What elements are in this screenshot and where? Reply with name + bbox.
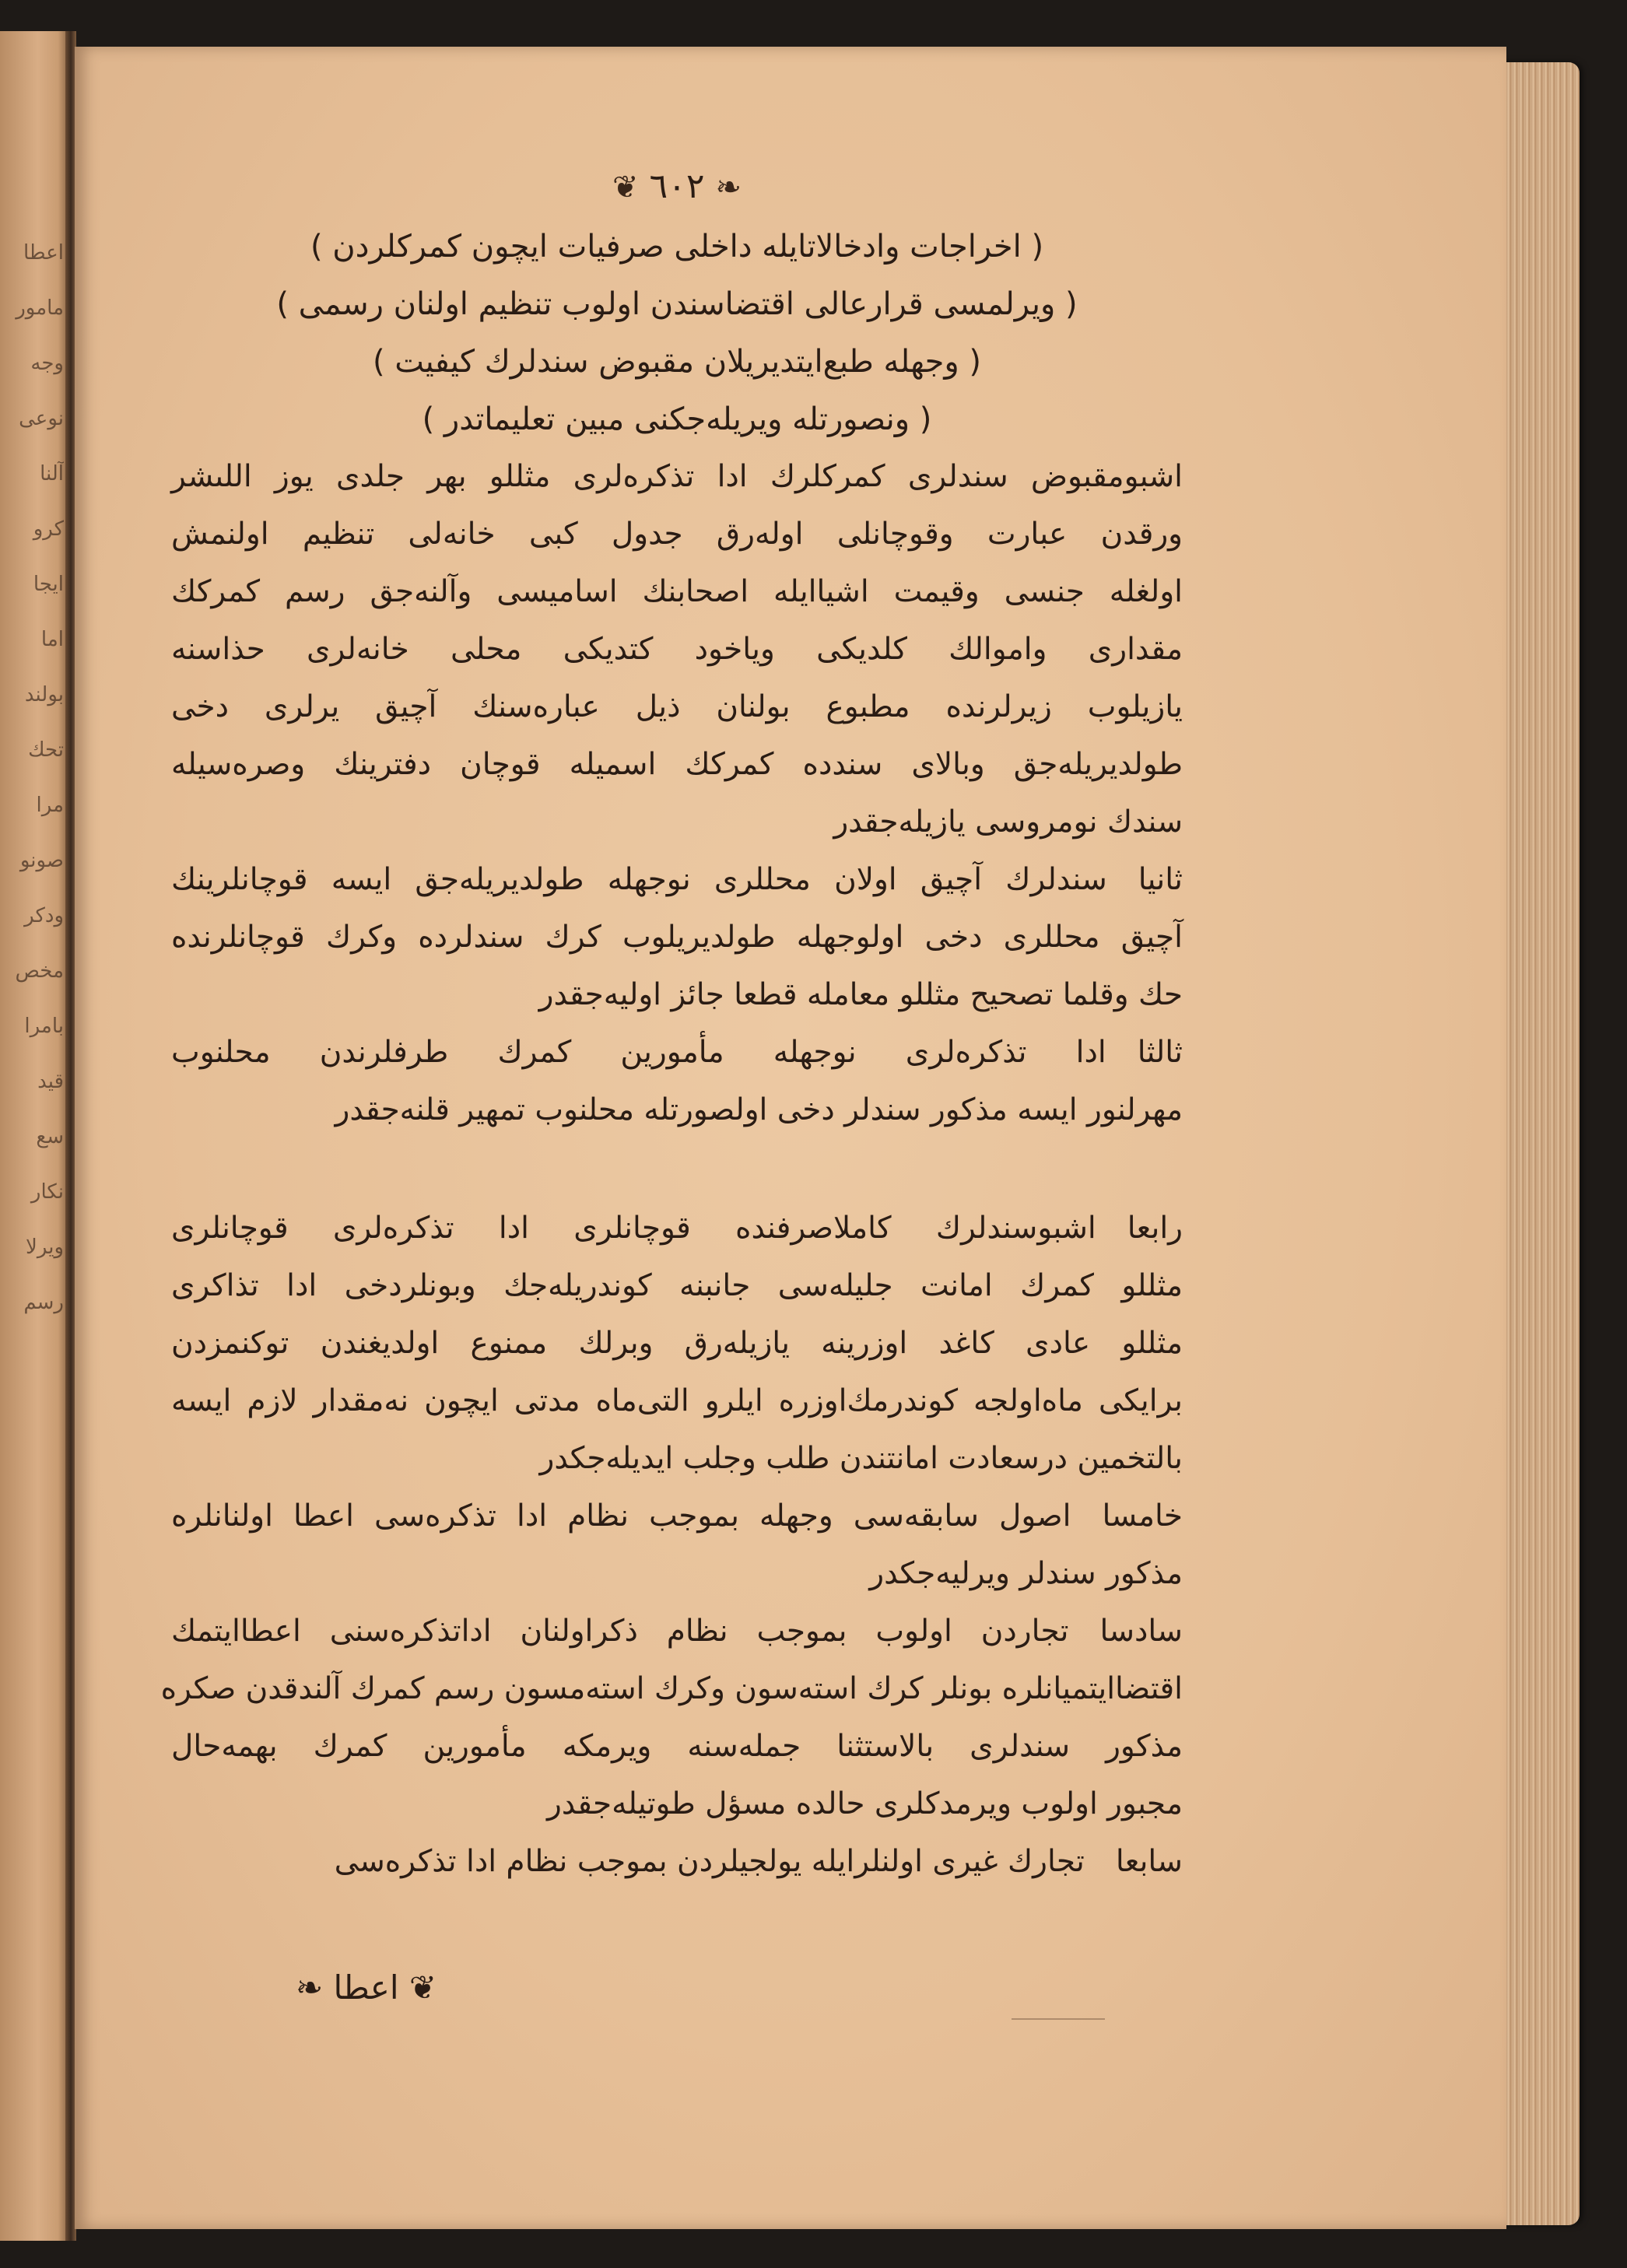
line-text: ادا تذكره‌لرى نوجهله مأمورين كمرك طرفلرندن محلنوب [171, 1035, 1106, 1070]
item-label: سابعا [1115, 1844, 1183, 1879]
line-text: مقدارى واموالك كلديكى وياخود كتديكى محلى خانه‌لرى حذاسنه [171, 632, 1183, 667]
paragraph [171, 1488, 1183, 1603]
page-number-ornament-left: ❦ [612, 170, 639, 205]
margin-word: نكار [30, 1180, 64, 1204]
line-text: مثللو كمرك امانت جليله‌سى جانبنه كوندريله‌جك وبونلردخى ادا تذاكرى [171, 1268, 1183, 1303]
text-line [171, 1372, 1183, 1430]
text-line [171, 448, 1183, 506]
paragraph [171, 1200, 1183, 1488]
catchword-ornament: ❧ [296, 1968, 334, 2007]
catchword [296, 1968, 437, 2007]
text-line [171, 678, 1183, 736]
heading-line: ( ويرلمسى قرارعالى اقتضاسندن اولوب تنظيم اولنان رسمى ) [276, 286, 1078, 322]
margin-word: اما [40, 628, 64, 651]
margin-word: رسم [23, 1291, 64, 1314]
line-text: برايكى ماه‌اولجه كوندرمك‌اوزره ايلرو التى‌ماه مدتى ايچون نه‌مقدار لازم ايسه [171, 1383, 1183, 1418]
paragraph-gap [171, 1139, 1183, 1200]
line-text: سندلرك آچيق اولان محللرى نوجهله طولديريله‌جق ايسه قوچانلرينك [171, 862, 1107, 897]
margin-word: بامرا [24, 1015, 64, 1038]
line-text: طولديريله‌جق وبالاى سندده كمركك اسميله قوچان دفترينك وصره‌سيله [171, 747, 1183, 782]
line-text: تجارك غيرى اولنلرايله يولجيلردن بموجب نظام ادا تذكره‌سى [334, 1844, 1085, 1879]
line-text: مذكور سندلر ويرليه‌جكدر [869, 1556, 1183, 1591]
text-line [171, 794, 1183, 851]
margin-word: صونو [19, 849, 64, 872]
page-number-value: ٦٠٢ [649, 167, 705, 206]
text-line [160, 1660, 1183, 1718]
text-line [171, 1775, 1183, 1833]
body-text [160, 448, 1183, 1891]
margin-word: بولند [24, 683, 64, 706]
catchword-text: اعطا [333, 1968, 399, 2007]
text-line [171, 966, 1183, 1024]
item-label: خامسا [1102, 1499, 1183, 1534]
text-line [171, 851, 1183, 909]
text-line [171, 506, 1183, 563]
line-text: اشبوسندلرك كاملاصرفنده قوچانلرى ادا تذكره‌لرى قوچانلرى [171, 1211, 1096, 1246]
text-line [171, 1488, 1183, 1545]
text-line [171, 1603, 1183, 1660]
line-text: يازيلوب زيرلرنده مطبوع بولنان ذيل عبارەسنك آچيق يرلرى دخى [171, 689, 1183, 724]
margin-word: سع [36, 1125, 64, 1148]
paragraph [160, 1603, 1183, 1833]
line-text: اولغله جنسى وقيمت اشياايله اصحابنك اساميسى وآلنه‌جق رسم كمركك [171, 574, 1183, 609]
left-page-margin-words [9, 226, 64, 1330]
line-text: اصول سابقه‌سى وجهله بموجب نظام ادا تذكره‌سى اعطا اولنانلره [171, 1499, 1071, 1534]
margin-word: نوعى [19, 407, 64, 430]
margin-word: ايجا [33, 573, 64, 596]
page-text [160, 156, 1183, 1891]
text-line [171, 736, 1183, 794]
margin-word: مرا [36, 794, 64, 817]
margin-word: تحك [28, 738, 64, 762]
margin-word: آلنا [40, 462, 64, 485]
margin-word: مامور [16, 296, 64, 320]
item-label: ثانيا [1138, 862, 1183, 897]
margin-word: قيد [37, 1070, 64, 1093]
text-line [171, 1718, 1183, 1775]
text-line [171, 1545, 1183, 1603]
item-label: سادسا [1099, 1614, 1183, 1649]
item-label: رابعا [1127, 1211, 1183, 1246]
line-text: مذكور سندلرى بالاستثنا جمله‌سنه ويرمكه مأمورين كمرك بهمه‌حال [171, 1729, 1183, 1764]
line-text: حك وقلما تصحيح مثللو معامله قطعا جائز اوليه‌جقدر [538, 977, 1183, 1012]
catchword-ornament: ❦ [398, 1968, 437, 2007]
margin-word: كرو [33, 517, 64, 541]
margin-word: ويرلا [26, 1236, 64, 1259]
text-line [171, 909, 1183, 966]
margin-word: ودكر [24, 904, 64, 927]
text-line [171, 1430, 1183, 1488]
text-line [171, 1024, 1183, 1081]
heading-line: ( ونصورتله ويريله‌جكنى مبين تعليماتدر ) [422, 401, 932, 437]
text-line [171, 621, 1183, 678]
line-text: مجبور اولوب ويرمدكلرى حالده مسؤل طوتيله‌جقدر [546, 1786, 1183, 1821]
line-text: اقتضاايتميانلره بونلر كرك استه‌سون وكرك استه‌مسون رسم كمرك آلندقدن صكره [160, 1671, 1183, 1706]
left-page-edge [0, 31, 68, 2241]
paragraph [171, 448, 1183, 851]
paragraph [171, 851, 1183, 1024]
footer-rule [1012, 2018, 1105, 2020]
text-line [171, 563, 1183, 621]
heading-line: ( اخراجات وادخالاتايله داخلى صرفيات ايچون كمركلردن ) [310, 229, 1044, 265]
text-line [171, 1315, 1183, 1372]
margin-word: اعطا [23, 241, 64, 265]
line-text: مهرلنور ايسه مذكور سندلر دخى اولصورتله محلنوب تمهير قلنه‌جقدر [335, 1092, 1183, 1127]
line-text: تجاردن اولوب بموجب نظام ذكراولنان اداتذكره‌سنى اعطاايتمك [171, 1614, 1069, 1649]
text-line [171, 1081, 1183, 1139]
line-text: سندك نومروسى يازيله‌جقدر [833, 804, 1183, 840]
paragraph [171, 1024, 1183, 1139]
text-line [171, 1257, 1183, 1315]
line-text: بالتخمين درسعادت امانتندن طلب وجلب ايديله‌جكدر [539, 1441, 1183, 1476]
line-text: آچيق محللرى دخى اولوجهله طولديريلوب كرك سندلرده وكرك قوچانلرنده [171, 920, 1183, 955]
margin-word: مخص [15, 959, 64, 983]
heading [171, 218, 1183, 448]
item-label: ثالثا [1137, 1035, 1183, 1070]
line-text: ورقدن عبارت وقوچانلى اوله‌رق جدول كبى خانه‌لى تنظيم اولنمش [171, 517, 1183, 552]
page-number-ornament-right: ❧ [715, 170, 742, 205]
paragraph [171, 1833, 1183, 1891]
line-text: اشبومقبوض سندلرى كمركلرك ادا تذكره‌لرى مثللو بهر جلدى يوز اللىشر [171, 459, 1183, 494]
text-line [171, 1200, 1183, 1257]
margin-word: وجه [30, 352, 64, 375]
heading-line: ( وجهله طبع‌ايتديريلان مقبوض سندلرك كيفيت ) [372, 344, 981, 380]
line-text: مثللو عادى كاغد اوزرينه يازيله‌رق وبرلك ممنوع اولديغندن توكنمزدن [171, 1326, 1183, 1361]
text-line [171, 1833, 1183, 1891]
page-number [171, 156, 1183, 218]
